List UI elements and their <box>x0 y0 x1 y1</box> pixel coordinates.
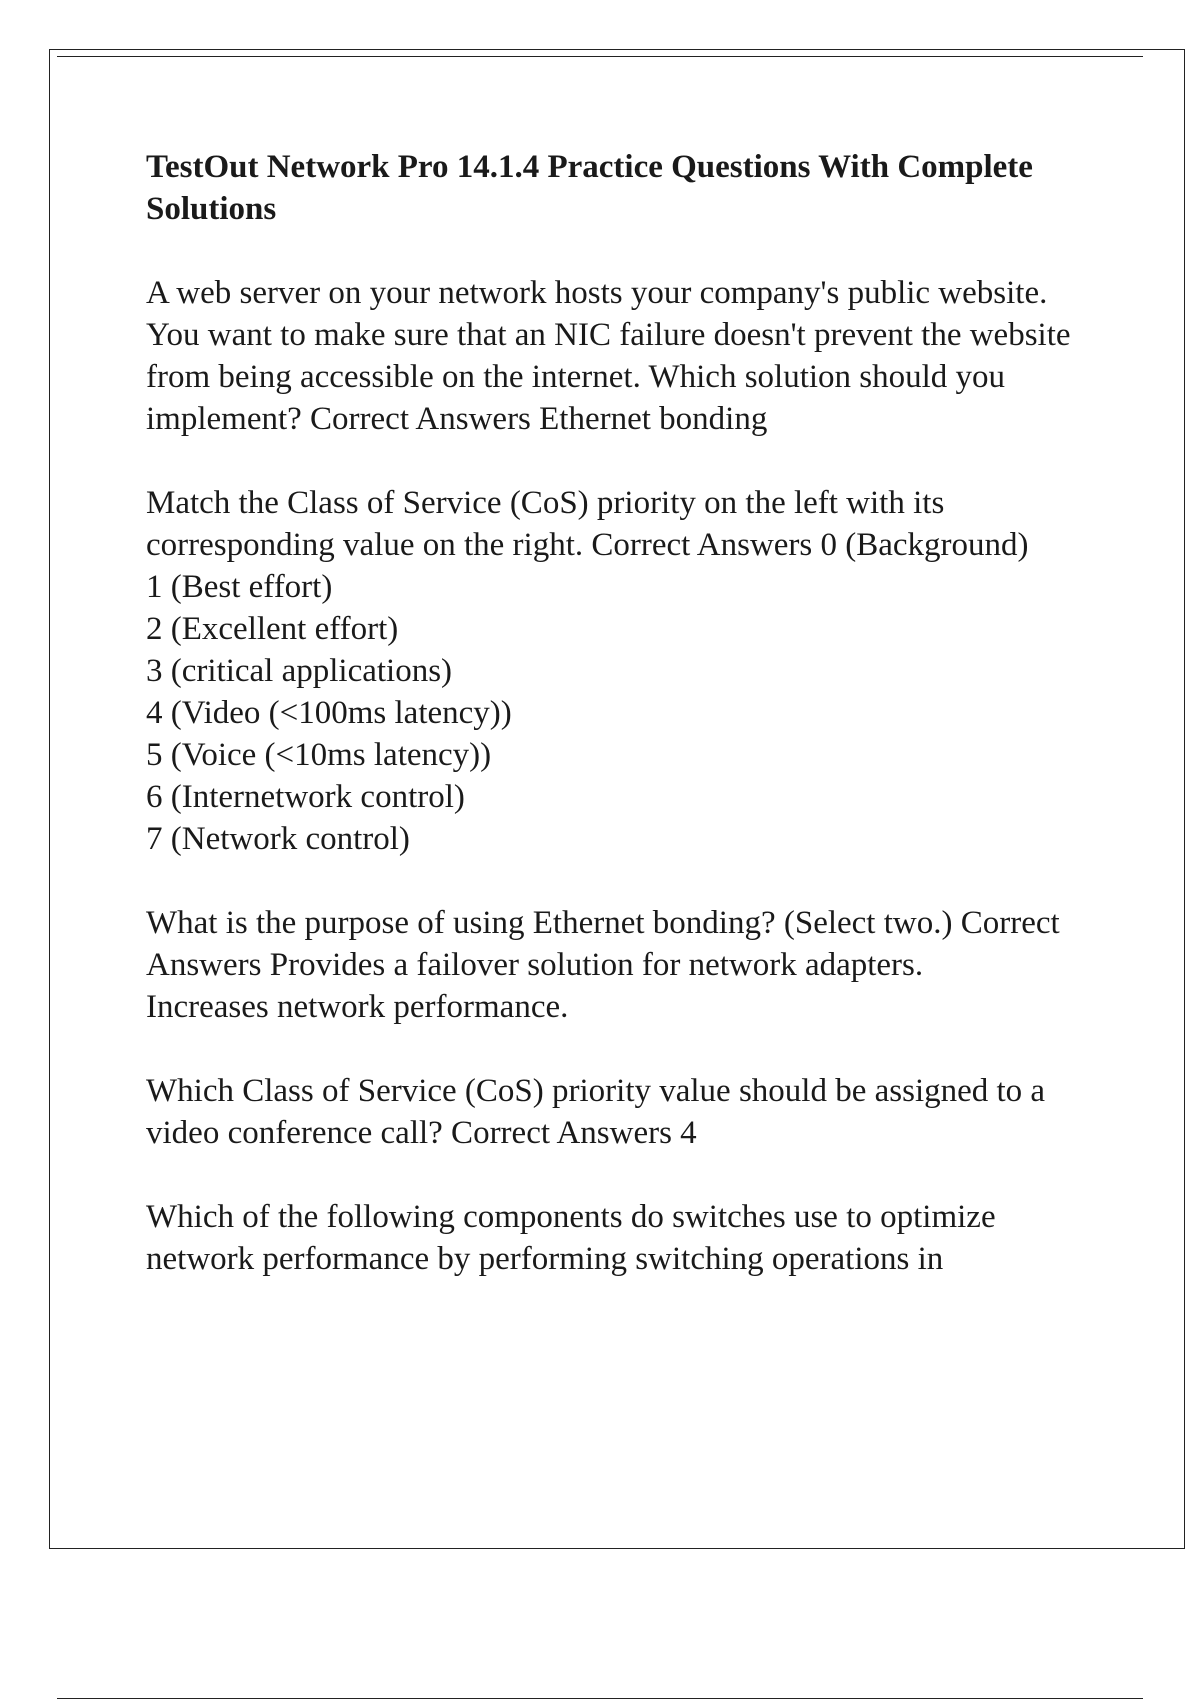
top-divider <box>57 56 1143 57</box>
question-block-1: A web server on your network hosts your company's public website. You want to make sure that an NIC failure doesn't prevent the website from being accessible on the internet. Which solution should you implement? Correct Answers Ethernet bonding <box>146 275 1071 437</box>
document-body <box>146 146 1086 1322</box>
bottom-divider <box>57 1698 1143 1699</box>
document-title: TestOut Network Pro 14.1.4 Practice Questions With Complete Solutions <box>146 149 1033 227</box>
question-block-4: Which Class of Service (CoS) priority value should be assigned to a video conference call? Correct Answers 4 <box>146 1073 1046 1151</box>
question-block-3: What is the purpose of using Ethernet bonding? (Select two.) Correct Answers Provides a failover solution for network adapters. Increases network performance. <box>146 905 1060 1025</box>
question-block-5: Which of the following components do switches use to optimize network performance by performing switching operations in <box>146 1199 996 1277</box>
question-block-2: Match the Class of Service (CoS) priority on the left with its corresponding value on the right. Correct Answers 0 (Background) 1 (Best effort) 2 (Excellent effort) 3 (critical applications) 4 (Video (<100ms latency)) 5 (Voice (<10ms latency)) 6 (Internetwork control) 7 (Network control) <box>146 485 1029 857</box>
